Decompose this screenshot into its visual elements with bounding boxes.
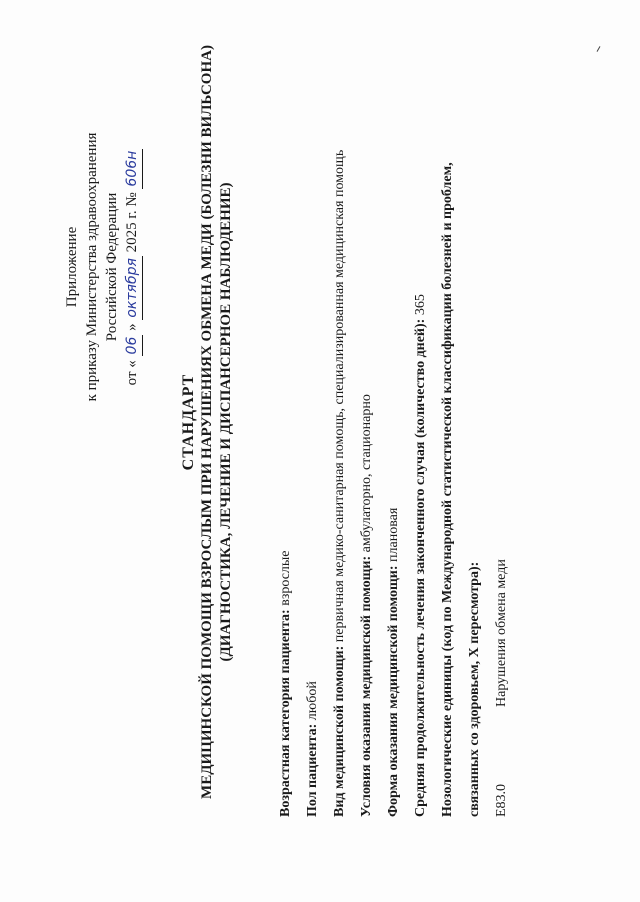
sex-label: Пол пациента:: [305, 723, 320, 817]
nosology-row-1: [434, 47, 461, 817]
date-prefix: от «: [124, 360, 140, 386]
standard-heading: СТАНДАРТ: [180, 373, 197, 471]
care-type-value: первичная медико-санитарная помощь, специализированная медицинская помощь: [332, 149, 347, 643]
scan-speck: [597, 46, 601, 52]
conditions-value: амбулаторно, стационарно: [359, 394, 374, 553]
standard-title-line1: МЕДИЦИНСКОЙ ПОМОЩИ ВЗРОСЛЫМ ПРИ НАРУШЕНИЯХ ОБМЕНА МЕДИ (БОЛЕЗНИ ВИЛЬСОНА): [199, 45, 215, 799]
age-row: [272, 47, 299, 817]
handwritten-day: 06: [122, 335, 143, 357]
age-label: Возрастная категория пациента:: [278, 609, 293, 817]
title-block: [180, 32, 236, 812]
conditions-label: Условия оказания медицинской помощи:: [359, 555, 374, 817]
age-value: взрослые: [278, 550, 293, 606]
nosology-label-1: Нозологические единицы (код по Международной статистической классификации болезней и проблем,: [440, 162, 455, 817]
duration-row: [407, 47, 434, 817]
appendix-block: [62, 102, 143, 432]
care-type-row: [326, 47, 353, 817]
nosology-row-2: [461, 47, 488, 817]
standard-title-line2: (ДИАГНОСТИКА, ЛЕЧЕНИЕ И ДИСПАНСЕРНОЕ НАБЛЮДЕНИЕ): [218, 182, 234, 662]
date-mid: »: [124, 323, 140, 331]
form-value: плановая: [386, 507, 401, 562]
duration-label: Средняя продолжительность лечения законченного случая (количество дней):: [413, 318, 428, 817]
appendix-order-line: к приказу Министерства здравоохранения: [84, 132, 100, 402]
icd-code: E83.0: [494, 783, 509, 817]
icd-name: Нарушения обмена меди: [494, 559, 509, 707]
appendix-date-line: [122, 102, 143, 432]
sex-value: любой: [305, 681, 320, 721]
date-year: 2025 г. №: [124, 192, 140, 253]
handwritten-number: 606н: [122, 149, 143, 189]
sex-row: [299, 47, 326, 817]
conditions-row: [353, 47, 380, 817]
care-type-label: Вид медицинской помощи:: [332, 645, 347, 817]
appendix-federation-line: Российской Федерации: [104, 192, 120, 342]
form-row: [380, 47, 407, 817]
form-label: Форма оказания медицинской помощи:: [386, 565, 401, 817]
code-row: [488, 47, 515, 817]
nosology-label-2: связанных со здоровьем, X пересмотра):: [467, 561, 482, 817]
handwritten-month: октября: [122, 256, 143, 320]
duration-value: 365: [413, 294, 428, 316]
fields-block: [272, 47, 515, 817]
appendix-label: Приложение: [64, 226, 80, 308]
